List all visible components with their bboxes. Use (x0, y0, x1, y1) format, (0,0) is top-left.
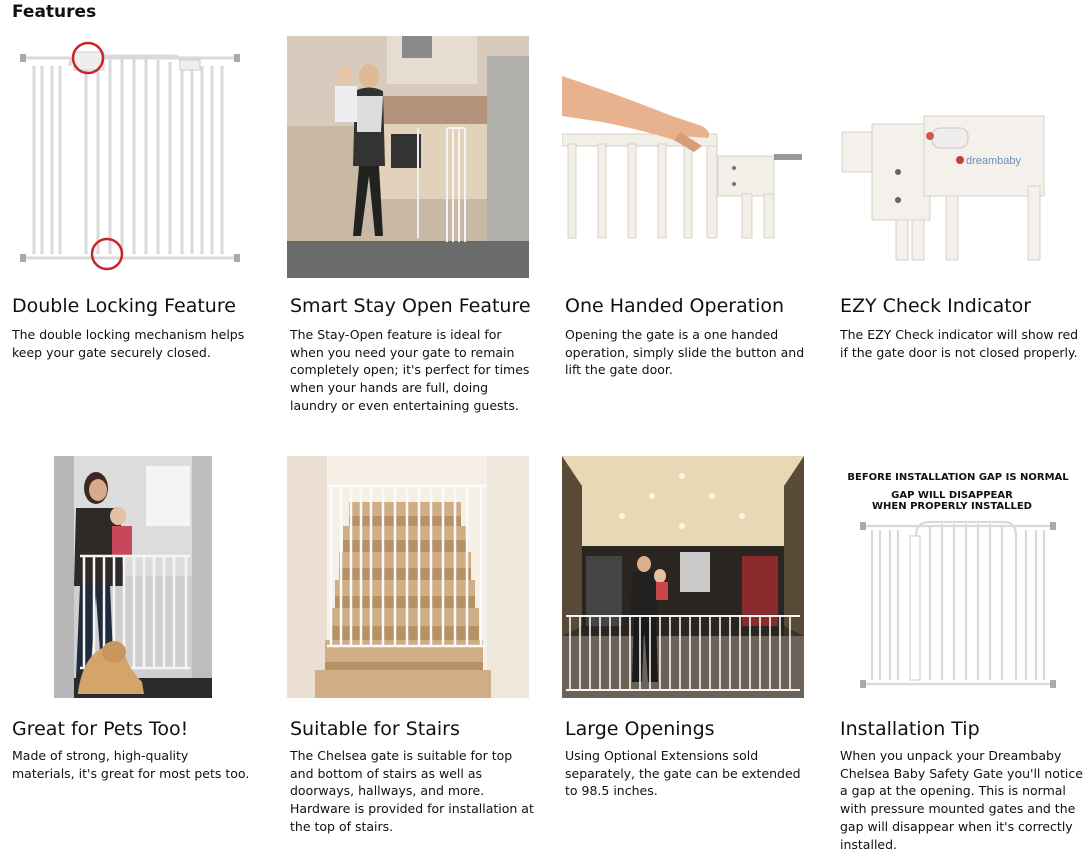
feature-card-stay-open (287, 36, 537, 413)
card-description: Opening the gate is a one handed operation, simply slide the button and lift the gate door. (565, 327, 805, 378)
card-title: Double Locking Feature (12, 295, 236, 317)
caption-line-2: GAP WILL DISAPPEAR (891, 490, 1013, 501)
card-title: Large Openings (565, 718, 715, 740)
hand-gate-photo[interactable] (562, 36, 804, 278)
card-title: Installation Tip (840, 718, 980, 740)
card-title: Great for Pets Too! (12, 718, 189, 740)
stairs-photo[interactable] (287, 456, 529, 698)
card-description: When you unpack your Dreambaby Chelsea Baby Safety Gate you'll notice a gap at the opening. This is normal with pressure mounted gates and the gap will disappear when it's correctly installed. (840, 748, 1083, 852)
section-title: Features (12, 2, 97, 22)
caption-line-1: BEFORE INSTALLATION GAP IS NORMAL (847, 472, 1069, 483)
caption-line-3: WHEN PROPERLY INSTALLED (872, 501, 1032, 512)
indicator-photo[interactable] (838, 36, 1080, 278)
card-description: The Stay-Open feature is ideal for when you need your gate to remain completely open; it's perfect for times when your hands are full, doing laundry or even entertaining guests. (290, 327, 530, 413)
feature-card-double-locking (12, 36, 262, 360)
pets-photo[interactable] (54, 456, 212, 698)
card-description: Made of strong, high-quality materials, it's great for most pets too. (12, 748, 250, 781)
feature-card-stairs (287, 456, 537, 834)
card-title: Smart Stay Open Feature (290, 295, 531, 317)
card-description: The EZY Check indicator will show red if the gate door is not closed properly. (840, 327, 1079, 360)
installation-image[interactable] (838, 456, 1080, 698)
card-title: One Handed Operation (565, 295, 785, 317)
card-description: Using Optional Extensions sold separately, the gate can be extended to 98.5 inches. (565, 748, 801, 799)
feature-card-large-openings (562, 456, 812, 799)
kitchen-photo[interactable] (287, 36, 529, 278)
card-description: The Chelsea gate is suitable for top and bottom of stairs as well as doorways, hallways, and more. Hardware is provided for installation at the top of stairs. (290, 748, 534, 834)
brand-logo: dreambaby (966, 155, 1022, 167)
feature-card-installation-tip (838, 456, 1086, 852)
feature-card-pets (12, 456, 262, 781)
card-description: The double locking mechanism helps keep your gate securely closed. (12, 327, 245, 360)
card-title: Suitable for Stairs (290, 718, 460, 740)
feature-card-ezy-check (838, 36, 1086, 360)
feature-card-one-handed (562, 36, 812, 378)
gate-image[interactable] (12, 36, 247, 278)
card-title: EZY Check Indicator (840, 295, 1032, 317)
room-photo[interactable] (562, 456, 804, 698)
